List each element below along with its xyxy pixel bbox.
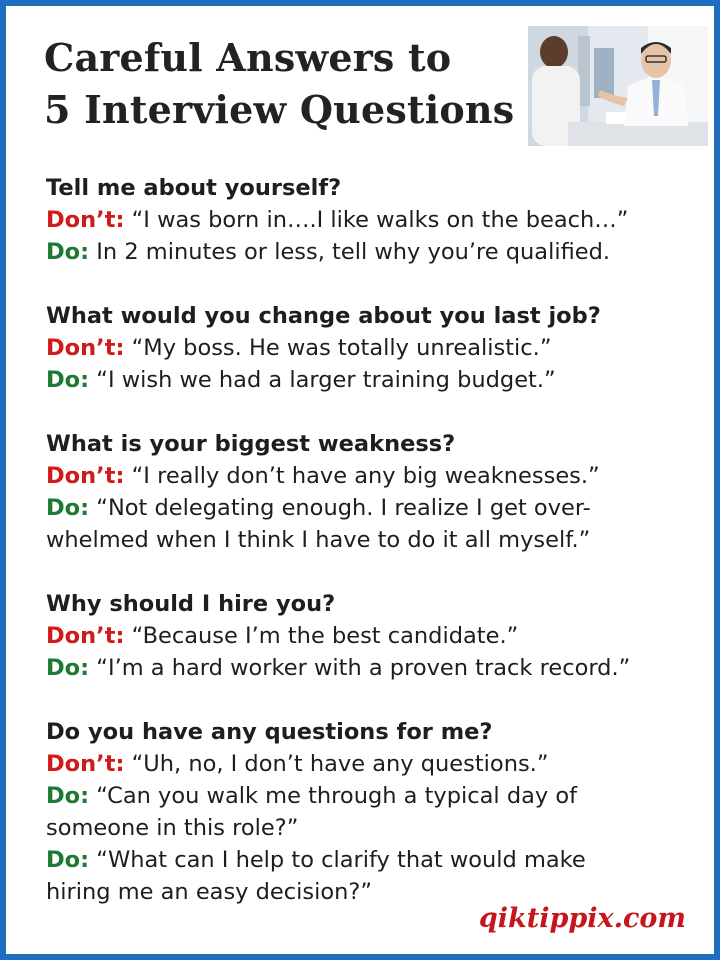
do-label: Do:: [46, 783, 90, 809]
interview-photo: [528, 26, 708, 146]
do-answer-continued: whelmed when I think I have to do it all myself.”: [46, 527, 591, 553]
do-answer: [46, 780, 696, 812]
do-answer: [46, 652, 696, 684]
dont-label: Don’t:: [46, 335, 125, 361]
dont-text: “Uh, no, I don’t have any questions.”: [131, 751, 549, 777]
do-answer-continued: hiring me an easy decision?”: [46, 879, 372, 905]
qa-block: [46, 428, 696, 556]
do-text: In 2 minutes or less, tell why you’re qualified.: [96, 239, 611, 265]
do-answer-continued: someone in this role?”: [46, 815, 299, 841]
dont-text: “I was born in….I like walks on the beach…”: [131, 207, 629, 233]
question: What is your biggest weakness?: [46, 431, 456, 457]
qa-block: [46, 172, 696, 268]
dont-label: Don’t:: [46, 751, 125, 777]
dont-answer: [46, 332, 696, 364]
dont-label: Don’t:: [46, 207, 125, 233]
site-logo: qiktippix.com: [478, 903, 686, 934]
dont-label: Don’t:: [46, 463, 125, 489]
question: Why should I hire you?: [46, 591, 336, 617]
do-label: Do:: [46, 495, 90, 521]
question: Tell me about yourself?: [46, 175, 342, 201]
do-label: Do:: [46, 847, 90, 873]
dont-label: Don’t:: [46, 623, 125, 649]
do-label: Do:: [46, 239, 90, 265]
do-text: “Not delegating enough. I realize I get over-: [96, 495, 591, 521]
do-answer: [46, 364, 696, 396]
do-text: “I’m a hard worker with a proven track record.”: [96, 655, 631, 681]
dont-text: “Because I’m the best candidate.”: [131, 623, 519, 649]
title-line-2: 5 Interview Questions: [44, 87, 515, 132]
do-text: “Can you walk me through a typical day of: [96, 783, 578, 809]
do-text: “I wish we had a larger training budget.”: [96, 367, 556, 393]
do-answer: [46, 492, 696, 524]
dont-answer: [46, 620, 696, 652]
dont-text: “I really don’t have any big weaknesses.”: [131, 463, 600, 489]
question: What would you change about you last job?: [46, 303, 601, 329]
title-line-1: Careful Answers to: [44, 35, 452, 80]
qa-block: [46, 588, 696, 684]
qa-block: [46, 716, 696, 908]
dont-text: “My boss. He was totally unrealistic.”: [131, 335, 552, 361]
dont-answer: [46, 204, 696, 236]
dont-answer: [46, 748, 696, 780]
page-title: [44, 32, 514, 136]
do-label: Do:: [46, 655, 90, 681]
question: Do you have any questions for me?: [46, 719, 493, 745]
do-text: “What can I help to clarify that would make: [96, 847, 586, 873]
do-label: Do:: [46, 367, 90, 393]
dont-answer: [46, 460, 696, 492]
do-answer: [46, 844, 696, 876]
qa-block: [46, 300, 696, 396]
do-answer: [46, 236, 696, 268]
qa-list: [46, 172, 696, 940]
interview-photo-illustration: [528, 26, 708, 146]
